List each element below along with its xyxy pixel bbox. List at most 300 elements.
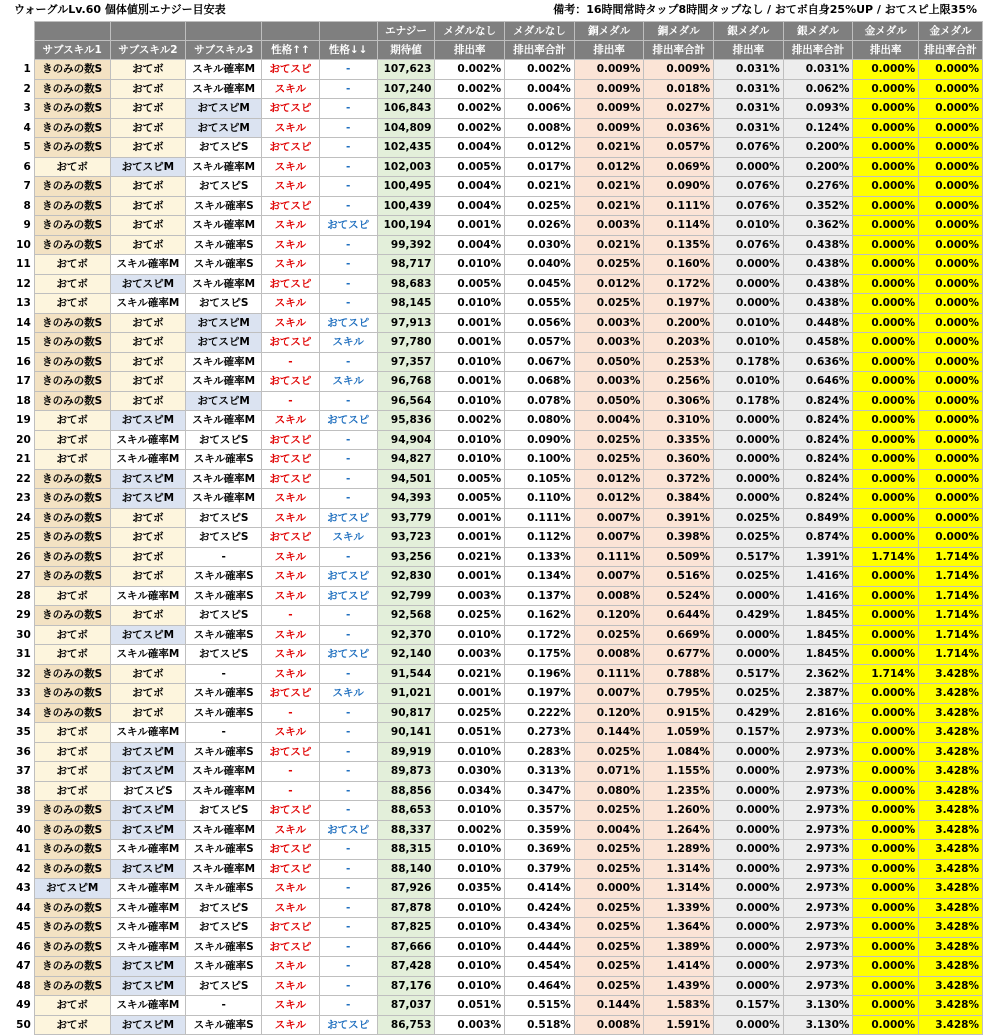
bronze-rate-cell: 0.003% (574, 372, 644, 392)
subskill1-cell: おてボ (34, 996, 110, 1016)
silver-rate-cell: 0.000% (714, 840, 784, 860)
row-number-cell: 6 (5, 157, 35, 177)
subskill1-cell: きのみの数S (34, 801, 110, 821)
nature-up-cell: おてスピ (262, 684, 320, 704)
gold-rate-cell: 0.000% (853, 781, 919, 801)
gold-rate-cell: 1.714% (853, 664, 919, 684)
row-number-cell: 13 (5, 294, 35, 314)
nomedal-rate-cell: 0.002% (435, 99, 505, 119)
nomedal-rate-cell: 0.002% (435, 118, 505, 138)
subskill3-cell: スキル確率S (186, 684, 262, 704)
row-number-cell: 8 (5, 196, 35, 216)
subskill1-cell: きのみの数S (34, 118, 110, 138)
bronze-rate-cell: 0.009% (574, 99, 644, 119)
nomedal-cum-cell: 0.090% (505, 430, 575, 450)
subskill3-cell: スキル確率M (186, 820, 262, 840)
bronze-cum-cell: 1.439% (644, 976, 714, 996)
bronze-cum-cell: 0.197% (644, 294, 714, 314)
gold-rate-cell: 0.000% (853, 138, 919, 158)
subskill3-cell: スキル確率M (186, 469, 262, 489)
subskill2-cell: スキル確率M (110, 898, 186, 918)
silver-rate-cell: 0.076% (714, 235, 784, 255)
energy-cell: 91,544 (377, 664, 435, 684)
energy-cell: 90,817 (377, 703, 435, 723)
nomedal-cum-cell: 0.002% (505, 60, 575, 80)
subskill2-cell: スキル確率M (110, 996, 186, 1016)
bronze-rate-cell: 0.111% (574, 547, 644, 567)
energy-cell: 97,780 (377, 333, 435, 353)
nomedal-rate-cell: 0.004% (435, 235, 505, 255)
subskill3-cell: スキル確率M (186, 781, 262, 801)
gold-cum-cell: 0.000% (919, 294, 983, 314)
row-number-cell: 15 (5, 333, 35, 353)
nature-down-cell: - (319, 879, 377, 899)
table-row (5, 235, 983, 255)
energy-cell: 89,873 (377, 762, 435, 782)
nomedal-cum-cell: 0.004% (505, 79, 575, 99)
nature-up-cell: おてスピ (262, 196, 320, 216)
bronze-cum-cell: 1.314% (644, 879, 714, 899)
nomedal-cum-cell: 0.026% (505, 216, 575, 236)
energy-cell: 104,809 (377, 118, 435, 138)
nature-up-cell: おてスピ (262, 742, 320, 762)
bronze-rate-cell: 0.009% (574, 60, 644, 80)
row-number-cell: 33 (5, 684, 35, 704)
header-cell (186, 22, 262, 41)
nomedal-rate-cell: 0.005% (435, 274, 505, 294)
bronze-rate-cell: 0.071% (574, 762, 644, 782)
subskill1-cell: きのみの数S (34, 333, 110, 353)
silver-cum-cell: 2.973% (783, 957, 853, 977)
nature-down-cell: おてスピ (319, 567, 377, 587)
silver-cum-cell: 0.824% (783, 469, 853, 489)
subskill2-cell: おてスピM (110, 820, 186, 840)
row-number-cell: 32 (5, 664, 35, 684)
gold-cum-cell: 3.428% (919, 820, 983, 840)
bronze-rate-cell: 0.025% (574, 898, 644, 918)
subskill2-cell: おてボ (110, 391, 186, 411)
subskill1-cell: きのみの数S (34, 820, 110, 840)
header-nomedal-rate-bottom: 排出率 (435, 41, 505, 60)
energy-cell: 106,843 (377, 99, 435, 119)
nature-down-cell: - (319, 918, 377, 938)
gold-rate-cell: 0.000% (853, 684, 919, 704)
subskill1-cell: おてボ (34, 411, 110, 431)
nomedal-cum-cell: 0.464% (505, 976, 575, 996)
silver-cum-cell: 0.352% (783, 196, 853, 216)
bronze-cum-cell: 0.018% (644, 79, 714, 99)
subskill2-cell: スキル確率M (110, 255, 186, 275)
silver-cum-cell: 2.973% (783, 859, 853, 879)
row-number-cell: 7 (5, 177, 35, 197)
gold-rate-cell: 0.000% (853, 508, 919, 528)
subskill2-cell: おてボ (110, 177, 186, 197)
subskill3-cell: おてスピM (186, 118, 262, 138)
bronze-cum-cell: 1.059% (644, 723, 714, 743)
silver-rate-cell: 0.178% (714, 352, 784, 372)
header-cell (34, 22, 110, 41)
gold-cum-cell: 0.000% (919, 60, 983, 80)
nomedal-rate-cell: 0.010% (435, 294, 505, 314)
row-number-cell: 41 (5, 840, 35, 860)
energy-cell: 87,666 (377, 937, 435, 957)
silver-cum-cell: 2.973% (783, 762, 853, 782)
gold-rate-cell: 0.000% (853, 703, 919, 723)
nature-down-cell: おてスピ (319, 1015, 377, 1035)
silver-rate-cell: 0.000% (714, 976, 784, 996)
nature-up-cell: おてスピ (262, 840, 320, 860)
silver-rate-cell: 0.010% (714, 216, 784, 236)
gold-cum-cell: 3.428% (919, 879, 983, 899)
energy-cell: 88,856 (377, 781, 435, 801)
energy-cell: 98,683 (377, 274, 435, 294)
subskill3-cell: スキル確率M (186, 216, 262, 236)
nomedal-cum-cell: 0.515% (505, 996, 575, 1016)
gold-rate-cell: 0.000% (853, 333, 919, 353)
bronze-rate-cell: 0.000% (574, 879, 644, 899)
bronze-rate-cell: 0.144% (574, 723, 644, 743)
subskill3-cell: スキル確率M (186, 79, 262, 99)
gold-cum-cell: 0.000% (919, 274, 983, 294)
table-row (5, 801, 983, 821)
gold-rate-cell: 0.000% (853, 957, 919, 977)
subskill1-cell: きのみの数S (34, 235, 110, 255)
subskill1-cell: きのみの数S (34, 177, 110, 197)
nature-down-cell: - (319, 606, 377, 626)
table-row (5, 99, 983, 119)
subskill1-cell: おてボ (34, 450, 110, 470)
table-row (5, 703, 983, 723)
gold-rate-cell: 0.000% (853, 898, 919, 918)
nature-down-cell: - (319, 664, 377, 684)
subskill3-cell: おてスピS (186, 138, 262, 158)
energy-cell: 98,717 (377, 255, 435, 275)
energy-cell: 100,439 (377, 196, 435, 216)
nomedal-cum-cell: 0.017% (505, 157, 575, 177)
nature-up-cell: スキル (262, 586, 320, 606)
nature-down-cell: - (319, 762, 377, 782)
subskill3-cell: おてスピS (186, 294, 262, 314)
nomedal-cum-cell: 0.518% (505, 1015, 575, 1035)
nomedal-rate-cell: 0.010% (435, 450, 505, 470)
bronze-rate-cell: 0.007% (574, 508, 644, 528)
bronze-rate-cell: 0.025% (574, 937, 644, 957)
nomedal-cum-cell: 0.133% (505, 547, 575, 567)
bronze-rate-cell: 0.025% (574, 255, 644, 275)
row-number-cell: 23 (5, 489, 35, 509)
energy-cell: 100,194 (377, 216, 435, 236)
nature-up-cell: おてスピ (262, 528, 320, 548)
nature-up-cell: スキル (262, 820, 320, 840)
subskill2-cell: スキル確率M (110, 430, 186, 450)
bronze-rate-cell: 0.050% (574, 352, 644, 372)
table-row (5, 528, 983, 548)
nomedal-cum-cell: 0.030% (505, 235, 575, 255)
nomedal-cum-cell: 0.222% (505, 703, 575, 723)
subskill2-cell: おてボ (110, 333, 186, 353)
gold-cum-cell: 3.428% (919, 664, 983, 684)
silver-cum-cell: 0.824% (783, 411, 853, 431)
nomedal-cum-cell: 0.414% (505, 879, 575, 899)
gold-cum-cell: 0.000% (919, 79, 983, 99)
table-row (5, 372, 983, 392)
table-row (5, 450, 983, 470)
energy-cell: 90,141 (377, 723, 435, 743)
table-row (5, 684, 983, 704)
row-number-cell: 37 (5, 762, 35, 782)
nomedal-rate-cell: 0.001% (435, 567, 505, 587)
silver-rate-cell: 0.000% (714, 879, 784, 899)
bronze-cum-cell: 0.027% (644, 99, 714, 119)
subskill1-cell: きのみの数S (34, 313, 110, 333)
bronze-cum-cell: 0.669% (644, 625, 714, 645)
energy-cell: 94,393 (377, 489, 435, 509)
silver-rate-cell: 0.178% (714, 391, 784, 411)
silver-rate-cell: 0.000% (714, 411, 784, 431)
table-row (5, 742, 983, 762)
energy-cell: 93,723 (377, 528, 435, 548)
subskill1-cell: きのみの数S (34, 528, 110, 548)
subskill2-cell: おてボ (110, 703, 186, 723)
bronze-cum-cell: 0.391% (644, 508, 714, 528)
silver-cum-cell: 0.031% (783, 60, 853, 80)
bronze-rate-cell: 0.009% (574, 118, 644, 138)
silver-cum-cell: 2.973% (783, 742, 853, 762)
gold-rate-cell: 0.000% (853, 411, 919, 431)
silver-cum-cell: 2.973% (783, 918, 853, 938)
nomedal-cum-cell: 0.045% (505, 274, 575, 294)
bronze-cum-cell: 0.253% (644, 352, 714, 372)
nature-down-cell: - (319, 391, 377, 411)
gold-cum-cell: 3.428% (919, 723, 983, 743)
gold-cum-cell: 0.000% (919, 333, 983, 353)
subskill1-cell: おてボ (34, 274, 110, 294)
energy-cell: 92,568 (377, 606, 435, 626)
table-row (5, 255, 983, 275)
subskill1-cell: おてボ (34, 586, 110, 606)
subskill1-cell: きのみの数S (34, 391, 110, 411)
nomedal-cum-cell: 0.424% (505, 898, 575, 918)
table-row (5, 645, 983, 665)
bronze-cum-cell: 1.591% (644, 1015, 714, 1035)
gold-rate-cell: 0.000% (853, 645, 919, 665)
nature-up-cell: スキル (262, 996, 320, 1016)
table-row (5, 216, 983, 236)
subskill1-cell: きのみの数S (34, 196, 110, 216)
subskill2-cell: スキル確率M (110, 937, 186, 957)
subskill1-cell: おてボ (34, 157, 110, 177)
subskill1-cell: きのみの数S (34, 79, 110, 99)
nature-up-cell: スキル (262, 313, 320, 333)
subskill3-cell: おてスピS (186, 508, 262, 528)
row-number-cell: 47 (5, 957, 35, 977)
silver-rate-cell: 0.010% (714, 333, 784, 353)
silver-cum-cell: 0.438% (783, 255, 853, 275)
gold-rate-cell: 0.000% (853, 235, 919, 255)
bronze-rate-cell: 0.025% (574, 430, 644, 450)
bronze-cum-cell: 0.009% (644, 60, 714, 80)
subskill2-cell: おてボ (110, 79, 186, 99)
table-row (5, 138, 983, 158)
gold-rate-cell: 0.000% (853, 586, 919, 606)
nomedal-cum-cell: 0.313% (505, 762, 575, 782)
nature-down-cell: - (319, 118, 377, 138)
table-row (5, 918, 983, 938)
bronze-cum-cell: 0.644% (644, 606, 714, 626)
energy-cell: 87,825 (377, 918, 435, 938)
subskill3-cell: スキル確率S (186, 840, 262, 860)
silver-rate-cell: 0.031% (714, 99, 784, 119)
nomedal-rate-cell: 0.001% (435, 372, 505, 392)
subskill1-cell: きのみの数S (34, 976, 110, 996)
table-row (5, 762, 983, 782)
table-row (5, 333, 983, 353)
subskill1-cell: きのみの数S (34, 918, 110, 938)
table-row (5, 567, 983, 587)
subskill3-cell: おてスピS (186, 801, 262, 821)
gold-cum-cell: 3.428% (919, 840, 983, 860)
subskill2-cell: おてボ (110, 313, 186, 333)
header-row-1 (5, 22, 983, 41)
nature-down-cell: - (319, 157, 377, 177)
subskill3-cell: スキル確率S (186, 1015, 262, 1035)
subskill3-cell: スキル確率S (186, 450, 262, 470)
nature-down-cell: おてスピ (319, 508, 377, 528)
subskill3-cell: スキル確率M (186, 411, 262, 431)
energy-cell: 102,435 (377, 138, 435, 158)
gold-rate-cell: 0.000% (853, 177, 919, 197)
nature-up-cell: おてスピ (262, 138, 320, 158)
nomedal-cum-cell: 0.112% (505, 528, 575, 548)
header-cell (110, 22, 186, 41)
subskill2-cell: スキル確率M (110, 918, 186, 938)
bronze-cum-cell: 0.306% (644, 391, 714, 411)
subskill3-cell: おてスピS (186, 976, 262, 996)
header-cell (319, 22, 377, 41)
nature-down-cell: - (319, 352, 377, 372)
subskill3-cell: おてスピS (186, 430, 262, 450)
nature-up-cell: スキル (262, 118, 320, 138)
row-number-cell: 4 (5, 118, 35, 138)
nomedal-rate-cell: 0.010% (435, 976, 505, 996)
energy-cell: 98,145 (377, 294, 435, 314)
row-number-cell: 14 (5, 313, 35, 333)
silver-cum-cell: 0.824% (783, 450, 853, 470)
nomedal-rate-cell: 0.034% (435, 781, 505, 801)
subskill1-cell: きのみの数S (34, 606, 110, 626)
energy-cell: 99,392 (377, 235, 435, 255)
header-silver-rate-top: 銀メダル (714, 22, 784, 41)
row-number-cell: 26 (5, 547, 35, 567)
silver-rate-cell: 0.025% (714, 508, 784, 528)
nature-down-cell: スキル (319, 333, 377, 353)
row-number-cell: 45 (5, 918, 35, 938)
gold-rate-cell: 0.000% (853, 762, 919, 782)
subskill3-cell: スキル確率M (186, 372, 262, 392)
subskill3-cell: おてスピS (186, 606, 262, 626)
nomedal-rate-cell: 0.002% (435, 79, 505, 99)
nature-up-cell: - (262, 762, 320, 782)
silver-rate-cell: 0.000% (714, 294, 784, 314)
gold-rate-cell: 0.000% (853, 625, 919, 645)
table-row (5, 352, 983, 372)
nomedal-rate-cell: 0.010% (435, 918, 505, 938)
energy-cell: 95,836 (377, 411, 435, 431)
silver-cum-cell: 3.130% (783, 996, 853, 1016)
subskill2-cell: おてスピM (110, 274, 186, 294)
bronze-cum-cell: 1.084% (644, 742, 714, 762)
header-subskill2: サブスキル2 (110, 41, 186, 60)
bronze-cum-cell: 1.260% (644, 801, 714, 821)
silver-rate-cell: 0.010% (714, 313, 784, 333)
gold-rate-cell: 0.000% (853, 196, 919, 216)
header-energy-top: エナジー (377, 22, 435, 41)
bronze-cum-cell: 0.795% (644, 684, 714, 704)
nature-down-cell: - (319, 996, 377, 1016)
gold-cum-cell: 0.000% (919, 138, 983, 158)
gold-cum-cell: 0.000% (919, 352, 983, 372)
silver-rate-cell: 0.000% (714, 918, 784, 938)
silver-rate-cell: 0.429% (714, 606, 784, 626)
silver-cum-cell: 1.416% (783, 567, 853, 587)
bronze-cum-cell: 0.114% (644, 216, 714, 236)
nomedal-rate-cell: 0.010% (435, 859, 505, 879)
subskill3-cell: スキル確率S (186, 937, 262, 957)
table-row (5, 664, 983, 684)
subskill1-cell: おてボ (34, 742, 110, 762)
row-number-cell: 30 (5, 625, 35, 645)
nature-down-cell: - (319, 196, 377, 216)
row-number-cell: 36 (5, 742, 35, 762)
subskill2-cell: おてボ (110, 547, 186, 567)
subskill3-cell: スキル確率S (186, 957, 262, 977)
subskill2-cell: スキル確率M (110, 723, 186, 743)
nomedal-rate-cell: 0.010% (435, 430, 505, 450)
subskill2-cell: おてボ (110, 567, 186, 587)
silver-cum-cell: 0.362% (783, 216, 853, 236)
nature-up-cell: スキル (262, 157, 320, 177)
header-blank (5, 22, 35, 41)
energy-table (4, 21, 983, 1035)
table-row (5, 196, 983, 216)
gold-rate-cell: 0.000% (853, 528, 919, 548)
silver-cum-cell: 0.093% (783, 99, 853, 119)
gold-rate-cell: 0.000% (853, 157, 919, 177)
nature-down-cell: - (319, 255, 377, 275)
gold-cum-cell: 1.714% (919, 645, 983, 665)
subskill3-cell: おてスピM (186, 99, 262, 119)
nomedal-cum-cell: 0.273% (505, 723, 575, 743)
subskill2-cell: おてボ (110, 196, 186, 216)
nature-down-cell: - (319, 489, 377, 509)
nature-up-cell: スキル (262, 235, 320, 255)
bronze-rate-cell: 0.003% (574, 333, 644, 353)
subskill2-cell: おてボ (110, 528, 186, 548)
header-gold-rate-top: 金メダル (853, 22, 919, 41)
nature-up-cell: - (262, 781, 320, 801)
nature-up-cell: スキル (262, 625, 320, 645)
table-row (5, 606, 983, 626)
subskill1-cell: きのみの数S (34, 352, 110, 372)
bronze-rate-cell: 0.008% (574, 1015, 644, 1035)
table-row (5, 781, 983, 801)
nomedal-cum-cell: 0.196% (505, 664, 575, 684)
gold-rate-cell: 0.000% (853, 391, 919, 411)
nature-down-cell: - (319, 274, 377, 294)
row-number-cell: 3 (5, 99, 35, 119)
nature-up-cell: - (262, 352, 320, 372)
nature-up-cell: - (262, 391, 320, 411)
